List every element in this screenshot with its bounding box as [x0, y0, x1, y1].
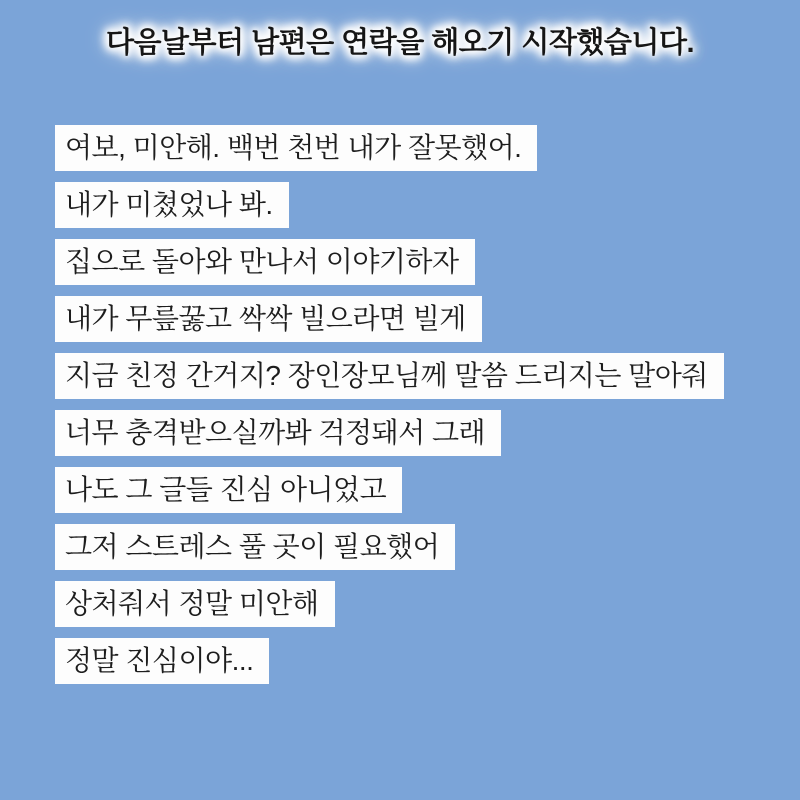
- message-line: 정말 진심이야...: [55, 638, 269, 684]
- message-row: [55, 524, 800, 570]
- message-line: 상처줘서 정말 미안해: [55, 581, 335, 627]
- message-row: [55, 296, 800, 342]
- message-list: [55, 125, 800, 684]
- message-line: 나도 그 글들 진심 아니었고: [55, 467, 402, 513]
- message-line: 지금 친정 간거지? 장인장모님께 말씀 드리지는 말아줘: [55, 353, 724, 399]
- message-row: [55, 581, 800, 627]
- message-line: 그저 스트레스 풀 곳이 필요했어: [55, 524, 455, 570]
- message-row: [55, 125, 800, 171]
- message-row: [55, 353, 800, 399]
- message-line: 너무 충격받으실까봐 걱정돼서 그래: [55, 410, 501, 456]
- page-title: 다음날부터 남편은 연락을 해오기 시작했습니다.: [105, 27, 695, 59]
- message-row: [55, 410, 800, 456]
- message-line: 내가 미쳤었나 봐.: [55, 182, 289, 228]
- message-row: [55, 182, 800, 228]
- message-line: 여보, 미안해. 백번 천번 내가 잘못했어.: [55, 125, 537, 171]
- message-line: 집으로 돌아와 만나서 이야기하자: [55, 239, 475, 285]
- message-row: [55, 638, 800, 684]
- message-row: [55, 467, 800, 513]
- message-row: [55, 239, 800, 285]
- message-line: 내가 무릎꿇고 싹싹 빌으라면 빌게: [55, 296, 482, 342]
